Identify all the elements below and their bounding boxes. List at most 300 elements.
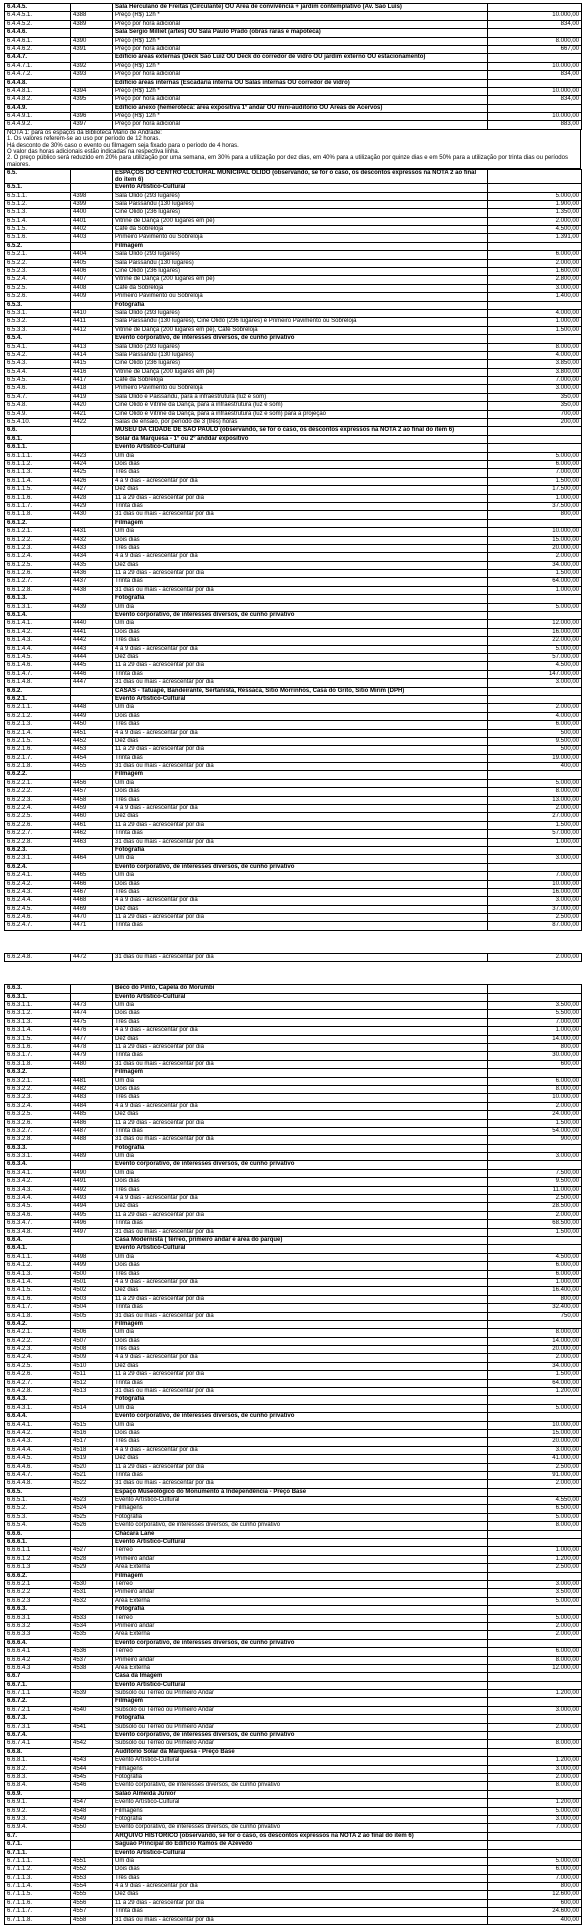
item-code-cell: 6.6.3.1.2.	[5, 1010, 71, 1018]
item-code-cell: 6.6.3.4.3.	[5, 1186, 71, 1194]
item-code-cell: 6.6.1.4.	[5, 612, 71, 620]
price-cell: 1.200,00	[488, 1799, 582, 1807]
description-cell: Dois dias	[113, 1429, 488, 1437]
description-cell: Três dias	[113, 1186, 488, 1194]
item-code-cell: 6.6.3.4.	[5, 1161, 71, 1169]
price-cell	[488, 1732, 582, 1740]
table-row	[5, 570, 582, 578]
ref-number-cell: 4535	[71, 1631, 113, 1639]
ref-number-cell	[71, 1841, 113, 1849]
ref-number-cell: 4521	[71, 1471, 113, 1479]
description-cell: Edifício áreas internas (Escadaria interna OU Salas internas OU corredor de vidro)	[113, 79, 488, 87]
price-cell: 10.000,00	[488, 1421, 582, 1429]
price-cell	[488, 1681, 582, 1689]
description-cell: Filmagem	[113, 771, 488, 779]
price-cell: 700,00	[488, 410, 582, 418]
table-heading-row	[5, 595, 582, 603]
item-code-cell: 6.6.6.2.1	[5, 1581, 71, 1589]
description-cell: Café da Sobreloja	[113, 284, 488, 292]
ref-number-cell: 4450	[71, 721, 113, 729]
item-code-cell: 6.6.3.1.8.	[5, 1060, 71, 1068]
table-row	[5, 1195, 582, 1203]
table-row	[5, 1035, 582, 1043]
ref-number-cell: 4425	[71, 469, 113, 477]
table-row	[5, 1648, 582, 1656]
table-row	[5, 1203, 582, 1211]
item-code-cell: 6.5.1.4.	[5, 217, 71, 225]
price-cell: 4.500,00	[488, 226, 582, 234]
table-row	[5, 343, 582, 351]
table-row	[5, 662, 582, 670]
price-cell: 9.500,00	[488, 737, 582, 745]
description-cell: 4 a 9 dias - acrescentar por dia	[113, 1278, 488, 1286]
price-cell: 400,00	[488, 763, 582, 771]
item-code-cell: 6.6.7.1.1	[5, 1690, 71, 1698]
ref-number-cell: 4440	[71, 620, 113, 628]
item-code-cell: 6.6.3.4.8.	[5, 1228, 71, 1236]
price-cell: 2.500,00	[488, 1195, 582, 1203]
table-row	[5, 377, 582, 385]
table-row	[5, 536, 582, 544]
price-cell: 800,00	[488, 1044, 582, 1052]
description-cell: Sala Olido (293 lugares)	[113, 343, 488, 351]
item-code-cell: 6.6.3.1.3.	[5, 1018, 71, 1026]
item-code-cell: 6.6.6.2.	[5, 1572, 71, 1580]
ref-number-cell: 4549	[71, 1815, 113, 1823]
price-cell: 6.000,00	[488, 1077, 582, 1085]
price-cell	[488, 1396, 582, 1404]
table-row	[5, 1186, 582, 1194]
price-cell	[488, 242, 582, 250]
item-code-cell: 6.6.1.1.7.	[5, 502, 71, 510]
ref-number-cell: 4482	[71, 1085, 113, 1093]
price-cell: 34.000,00	[488, 561, 582, 569]
table-section-biblioteca	[4, 3, 581, 169]
price-cell	[488, 170, 582, 184]
price-cell	[488, 54, 582, 62]
item-code-cell: 6.6.1.2.	[5, 519, 71, 527]
ref-number-cell: 4471	[71, 922, 113, 930]
price-cell: 57.000,00	[488, 653, 582, 661]
note-line: 1. Os valores referem-se ao uso por período de 12 horas.	[7, 136, 161, 143]
ref-number-cell: 4463	[71, 838, 113, 846]
ref-number-cell	[71, 79, 113, 87]
description-cell: Edifício áreas externas (Deck São Luiz OU Deck do corredor de vidro OU jardim externo OU estacionamento)	[113, 54, 488, 62]
item-code-cell: 6.5.2.5.	[5, 284, 71, 292]
description-cell: 31 dias ou mais - acrescentar por dia	[113, 1480, 488, 1488]
price-cell: 500,00	[488, 746, 582, 754]
table-row	[5, 1178, 582, 1186]
table-row	[5, 1346, 582, 1354]
item-code-cell: 6.6.1.2.3.	[5, 544, 71, 552]
description-cell: Três dias	[113, 1018, 488, 1026]
price-cell: 1.900,00	[488, 200, 582, 208]
ref-number-cell: 4502	[71, 1287, 113, 1295]
item-code-cell: 6.6.6.	[5, 1530, 71, 1538]
item-code-cell: 6.6.1.4.8.	[5, 679, 71, 687]
ref-number-cell: 4515	[71, 1421, 113, 1429]
table-row	[5, 402, 582, 410]
description-cell: Um dia	[113, 1169, 488, 1177]
price-cell: 3.000,00	[488, 897, 582, 905]
price-cell	[488, 1245, 582, 1253]
price-cell	[488, 985, 582, 993]
price-cell: 2.000,00	[488, 953, 582, 961]
item-code-cell: 6.6.4.2.4.	[5, 1354, 71, 1362]
table-row	[5, 251, 582, 259]
description-cell: Sala Olido (293 lugares)	[113, 309, 488, 317]
item-code-cell: 6.6.1.1.1.	[5, 452, 71, 460]
table-row	[5, 746, 582, 754]
item-code-cell: 6.5.1.2.	[5, 200, 71, 208]
ref-number-cell: 4505	[71, 1312, 113, 1320]
item-code-cell: 6.5.2.3.	[5, 268, 71, 276]
table-row	[5, 385, 582, 393]
item-code-cell: 6.6.4.2.3.	[5, 1346, 71, 1354]
price-cell: 3.000,00	[488, 679, 582, 687]
description-cell: Cine Olido e Vitrine da Dança, para a infraestrutura (luz e som)	[113, 402, 488, 410]
table-row	[5, 309, 582, 317]
description-cell: Saguão Principal do Edifício Ramos de Azevedo	[113, 1841, 488, 1849]
item-code-cell: 6.6.3.4.2.	[5, 1178, 71, 1186]
ref-number-cell: 4514	[71, 1404, 113, 1412]
description-cell: Casa Modernista ( térreo, primeiro andar e área do parque)	[113, 1236, 488, 1244]
description-cell: Dez dias	[113, 1203, 488, 1211]
price-cell: 3.500,00	[488, 1589, 582, 1597]
table-row	[5, 318, 582, 326]
description-cell: Filmagens	[113, 1807, 488, 1815]
price-cell: 834,00	[488, 71, 582, 79]
item-code-cell: 6.6.6.2.2	[5, 1589, 71, 1597]
item-code-cell: 6.6.2.2.5.	[5, 813, 71, 821]
item-code-cell: 6.6.7.3.1	[5, 1723, 71, 1731]
ref-number-cell: 4449	[71, 712, 113, 720]
table-heading-row	[5, 1396, 582, 1404]
item-code-cell: 6.5.2.4.	[5, 276, 71, 284]
table-row	[5, 226, 582, 234]
description-cell: 31 dias ou mais - acrescentar por dia	[113, 763, 488, 771]
ref-number-cell: 4477	[71, 1035, 113, 1043]
price-cell	[488, 1748, 582, 1756]
description-cell: Fotografia	[113, 1815, 488, 1823]
description-cell: 4 a 9 dias - acrescentar por dia	[113, 645, 488, 653]
price-cell: 834,00	[488, 20, 582, 28]
description-cell: 11 a 29 dias - acrescentar por dia	[113, 746, 488, 754]
description-cell: Área Externa	[113, 1564, 488, 1572]
table-row	[5, 87, 582, 95]
item-code-cell: 6.6.4.2.7.	[5, 1379, 71, 1387]
ref-number-cell: 4404	[71, 251, 113, 259]
ref-number-cell: 4541	[71, 1723, 113, 1731]
table-heading-row	[5, 519, 582, 527]
description-cell: Fotografia	[113, 1773, 488, 1781]
table-heading-row	[5, 1161, 582, 1169]
table-row	[5, 1102, 582, 1110]
item-code-cell: 6.6.3.4.4.	[5, 1195, 71, 1203]
ref-number-cell	[71, 1539, 113, 1547]
price-cell: 5.500,00	[488, 1010, 582, 1018]
item-code-cell: 6.6.4.	[5, 1236, 71, 1244]
item-code-cell: 6.6.2.1.3.	[5, 721, 71, 729]
item-code-cell: 6.6.2.1.7.	[5, 754, 71, 762]
item-code-cell: 6.6.9.3.	[5, 1815, 71, 1823]
table-row	[5, 1690, 582, 1698]
table-heading-row	[5, 1144, 582, 1152]
item-code-cell: 6.6.3.2.2.	[5, 1085, 71, 1093]
ref-number-cell	[71, 29, 113, 37]
ref-number-cell: 4411	[71, 318, 113, 326]
ref-number-cell	[71, 242, 113, 250]
item-code-cell: 6.5.1.6.	[5, 234, 71, 242]
description-cell: Preço por hora adicional	[113, 20, 488, 28]
ref-number-cell: 4557	[71, 1908, 113, 1916]
item-code-cell: 6.5.4.1.	[5, 343, 71, 351]
price-cell: 1.000,00	[488, 318, 582, 326]
description-cell: Evento corporativo, de interesses diversos, de cunho privativo	[113, 1824, 488, 1832]
price-cell: 8.000,00	[488, 1782, 582, 1790]
description-cell: Preço (R$) 12h *	[113, 62, 488, 70]
table-row	[5, 645, 582, 653]
item-code-cell: 6.6.1.2.7.	[5, 578, 71, 586]
description-cell: Dois dias	[113, 1178, 488, 1186]
table-heading-row	[5, 846, 582, 854]
ref-number-cell: 4410	[71, 309, 113, 317]
item-code-cell: 6.6.3.2.1.	[5, 1077, 71, 1085]
table-row	[5, 1388, 582, 1396]
description-cell: 31 dias ou mais - acrescentar por dia	[113, 679, 488, 687]
table-heading-row	[5, 184, 582, 192]
description-cell: Três dias	[113, 1874, 488, 1882]
description-cell: 4 a 9 dias - acrescentar por dia	[113, 1446, 488, 1454]
price-cell: 1.500,00	[488, 570, 582, 578]
ref-number-cell: 4395	[71, 96, 113, 104]
price-cell	[488, 612, 582, 620]
price-cell: 10.000,00	[488, 1094, 582, 1102]
table-row	[5, 1857, 582, 1865]
description-cell: Dez dias	[113, 1111, 488, 1119]
ref-number-cell: 4428	[71, 494, 113, 502]
table-heading-row	[5, 1530, 582, 1538]
description-cell: 11 a 29 dias - acrescentar por dia	[113, 494, 488, 502]
table-row	[5, 653, 582, 661]
ref-number-cell	[71, 993, 113, 1001]
item-code-cell: 6.6.7.2.	[5, 1698, 71, 1706]
description-cell: Área Externa	[113, 1631, 488, 1639]
ref-number-cell	[71, 1732, 113, 1740]
item-code-cell: 6.6.6.1.1	[5, 1547, 71, 1555]
description-cell: Um dia	[113, 603, 488, 611]
description-cell: 31 dias ou mais - acrescentar por dia	[113, 838, 488, 846]
table-section-carryover	[4, 953, 581, 962]
ref-number-cell: 4468	[71, 897, 113, 905]
item-code-cell: 6.6.1.1.5.	[5, 486, 71, 494]
page-break-gap	[4, 962, 581, 984]
table-row	[5, 561, 582, 569]
item-code-cell: 6.6.3.4.7.	[5, 1220, 71, 1228]
ref-number-cell: 4546	[71, 1782, 113, 1790]
ref-number-cell: 4413	[71, 343, 113, 351]
table-heading-row	[5, 29, 582, 37]
item-code-cell: 6.5.4.	[5, 335, 71, 343]
price-cell: 6.000,00	[488, 461, 582, 469]
table-heading-row	[5, 985, 582, 993]
price-cell: 3.800,00	[488, 368, 582, 376]
item-code-cell: 6.4.4.9.1.	[5, 113, 71, 121]
price-cell: 1.350,00	[488, 209, 582, 217]
price-cell: 600,00	[488, 1060, 582, 1068]
price-cell: 16.400,00	[488, 1287, 582, 1295]
item-code-cell: 6.6.9.2.	[5, 1807, 71, 1815]
table-row	[5, 1421, 582, 1429]
description-cell: ESPAÇOS DO CENTRO CULTURAL MUNICIPAL OLIDO (observando, se for o caso, os descontos expressos na NOTA 2 ao final do item 6)	[113, 170, 488, 184]
table-heading-row	[5, 1606, 582, 1614]
table-row	[5, 1438, 582, 1446]
description-cell: 11 a 29 dias - acrescentar por dia	[113, 1044, 488, 1052]
note-line: 2. O preço público será reduzido em 20% para utilização por uma semana, em 30% para a utilização por dez dias, em 40% para a utilização por quinze dias e em 50% para a utilização por trinta dias ou períodos maiores.	[7, 155, 568, 168]
price-cell: 6.000,00	[488, 1866, 582, 1874]
ref-number-cell: 4421	[71, 410, 113, 418]
description-cell: 11 a 29 dias - acrescentar por dia	[113, 914, 488, 922]
item-code-cell: 6.4.4.5.1.	[5, 12, 71, 20]
table-row	[5, 1589, 582, 1597]
item-code-cell: 6.4.4.7.1.	[5, 62, 71, 70]
price-cell: 7.000,00	[488, 1824, 582, 1832]
item-code-cell: 6.6.4.1.4.	[5, 1278, 71, 1286]
ref-number-cell: 4533	[71, 1614, 113, 1622]
table-heading-row	[5, 1681, 582, 1689]
description-cell: Sala Herculano de Freitas (Circulante) OU Área de convivência + jardim contemplativo (Av. São Luís)	[113, 4, 488, 12]
ref-number-cell: 4494	[71, 1203, 113, 1211]
table-heading-row	[5, 54, 582, 62]
table-row	[5, 1228, 582, 1236]
table-row	[5, 1505, 582, 1513]
description-cell: Dez dias	[113, 905, 488, 913]
table-row	[5, 1337, 582, 1345]
description-cell: Dez dias	[113, 813, 488, 821]
item-code-cell: 6.6.8.3.	[5, 1773, 71, 1781]
description-cell: Subsolo ou Térreo ou Primeiro Andar	[113, 1740, 488, 1748]
table-row	[5, 620, 582, 628]
ref-number-cell: 4532	[71, 1597, 113, 1605]
description-cell: Um dia	[113, 1421, 488, 1429]
ref-number-cell	[71, 687, 113, 695]
ref-number-cell: 4422	[71, 419, 113, 427]
table-row	[5, 838, 582, 846]
ref-number-cell: 4409	[71, 293, 113, 301]
description-cell: Preço por hora adicional	[113, 45, 488, 53]
price-cell: 900,00	[488, 1136, 582, 1144]
description-cell: Térreo	[113, 1547, 488, 1555]
ref-number-cell: 4527	[71, 1547, 113, 1555]
table-row	[5, 200, 582, 208]
price-cell: 200,00	[488, 419, 582, 427]
price-cell: 2.500,00	[488, 1564, 582, 1572]
item-code-cell: 6.5.2.2.	[5, 259, 71, 267]
table-row	[5, 1597, 582, 1605]
table-row	[5, 1010, 582, 1018]
price-cell: 6.000,00	[488, 251, 582, 259]
nota-1	[4, 130, 581, 169]
item-code-cell: 6.6.1.1.4.	[5, 477, 71, 485]
item-code-cell: 6.6.3.1.1.	[5, 1002, 71, 1010]
description-cell: Dois dias	[113, 536, 488, 544]
item-code-cell: 6.6.3.3.	[5, 1144, 71, 1152]
description-cell: 4 a 9 dias - acrescentar por dia	[113, 805, 488, 813]
price-cell: 7.500,00	[488, 1169, 582, 1177]
table-heading-row	[5, 1790, 582, 1798]
price-cell: 10.000,00	[488, 880, 582, 888]
description-cell: Trinta dias	[113, 1304, 488, 1312]
item-code-cell: 6.6.5.3.	[5, 1513, 71, 1521]
description-cell: Primeiro Pavimento ou Sobreloja	[113, 234, 488, 242]
ref-number-cell: 4396	[71, 113, 113, 121]
price-cell: 6.000,00	[488, 1270, 582, 1278]
price-cell: 2.000,00	[488, 553, 582, 561]
description-cell: Espaço Museológico do Monumento à Independência - Preço Base	[113, 1488, 488, 1496]
item-code-cell: 6.4.4.8.2.	[5, 96, 71, 104]
price-cell: 8.000,00	[488, 1329, 582, 1337]
ref-number-cell: 4419	[71, 393, 113, 401]
price-cell: 4.000,00	[488, 351, 582, 359]
table-row	[5, 763, 582, 771]
description-cell: 4 a 9 dias - acrescentar por dia	[113, 477, 488, 485]
price-cell: 2.000,00	[488, 1211, 582, 1219]
description-cell: Três dias	[113, 1270, 488, 1278]
table-row	[5, 268, 582, 276]
price-cell: 11.000,00	[488, 1186, 582, 1194]
ref-number-cell: 4430	[71, 511, 113, 519]
ref-number-cell: 4497	[71, 1228, 113, 1236]
table-row	[5, 1153, 582, 1161]
description-cell: Primeiro andar	[113, 1622, 488, 1630]
table-row	[5, 721, 582, 729]
price-cell	[488, 695, 582, 703]
item-code-cell: 6.5.4.5.	[5, 377, 71, 385]
table-row	[5, 1908, 582, 1916]
description-cell: Evento corporativo, de interesses diversos, de cunho privativo	[113, 1639, 488, 1647]
ref-number-cell: 4439	[71, 603, 113, 611]
description-cell: Dez dias	[113, 737, 488, 745]
description-cell: Vitrine de Dança (200 lugares em pé)	[113, 276, 488, 284]
ref-number-cell: 4501	[71, 1278, 113, 1286]
item-code-cell: 6.6.6.3.	[5, 1606, 71, 1614]
ref-number-cell: 4475	[71, 1018, 113, 1026]
description-cell: Filmagem	[113, 1698, 488, 1706]
table-row	[5, 1304, 582, 1312]
description-cell: Primeiro Pavimento ou Sobreloja	[113, 293, 488, 301]
table-row	[5, 1278, 582, 1286]
ref-number-cell: 4459	[71, 805, 113, 813]
table-section-olido-museu	[4, 169, 581, 931]
item-code-cell: 6.6.7	[5, 1673, 71, 1681]
item-code-cell: 6.4.4.7.2.	[5, 71, 71, 79]
description-cell: Preço por hora adicional	[113, 96, 488, 104]
ref-number-cell: 4451	[71, 729, 113, 737]
item-code-cell: 6.7.1.1.	[5, 1849, 71, 1857]
table-heading-row	[5, 1748, 582, 1756]
item-code-cell: 6.6.4.4.4.	[5, 1446, 71, 1454]
description-cell: ARQUIVO HISTÓRICO (observando, se for o caso, os descontos expressos na NOTA 2 ao final do item 6)	[113, 1832, 488, 1840]
ref-number-cell	[71, 1715, 113, 1723]
item-code-cell: 6.6.1.1.	[5, 444, 71, 452]
price-cell: 500,00	[488, 729, 582, 737]
ref-number-cell: 4512	[71, 1379, 113, 1387]
item-code-cell: 6.6.1.4.5.	[5, 653, 71, 661]
price-cell: 17.500,00	[488, 486, 582, 494]
item-code-cell: 6.4.4.6.1.	[5, 37, 71, 45]
item-code-cell: 6.6.3.2.8.	[5, 1136, 71, 1144]
table-row	[5, 121, 582, 129]
